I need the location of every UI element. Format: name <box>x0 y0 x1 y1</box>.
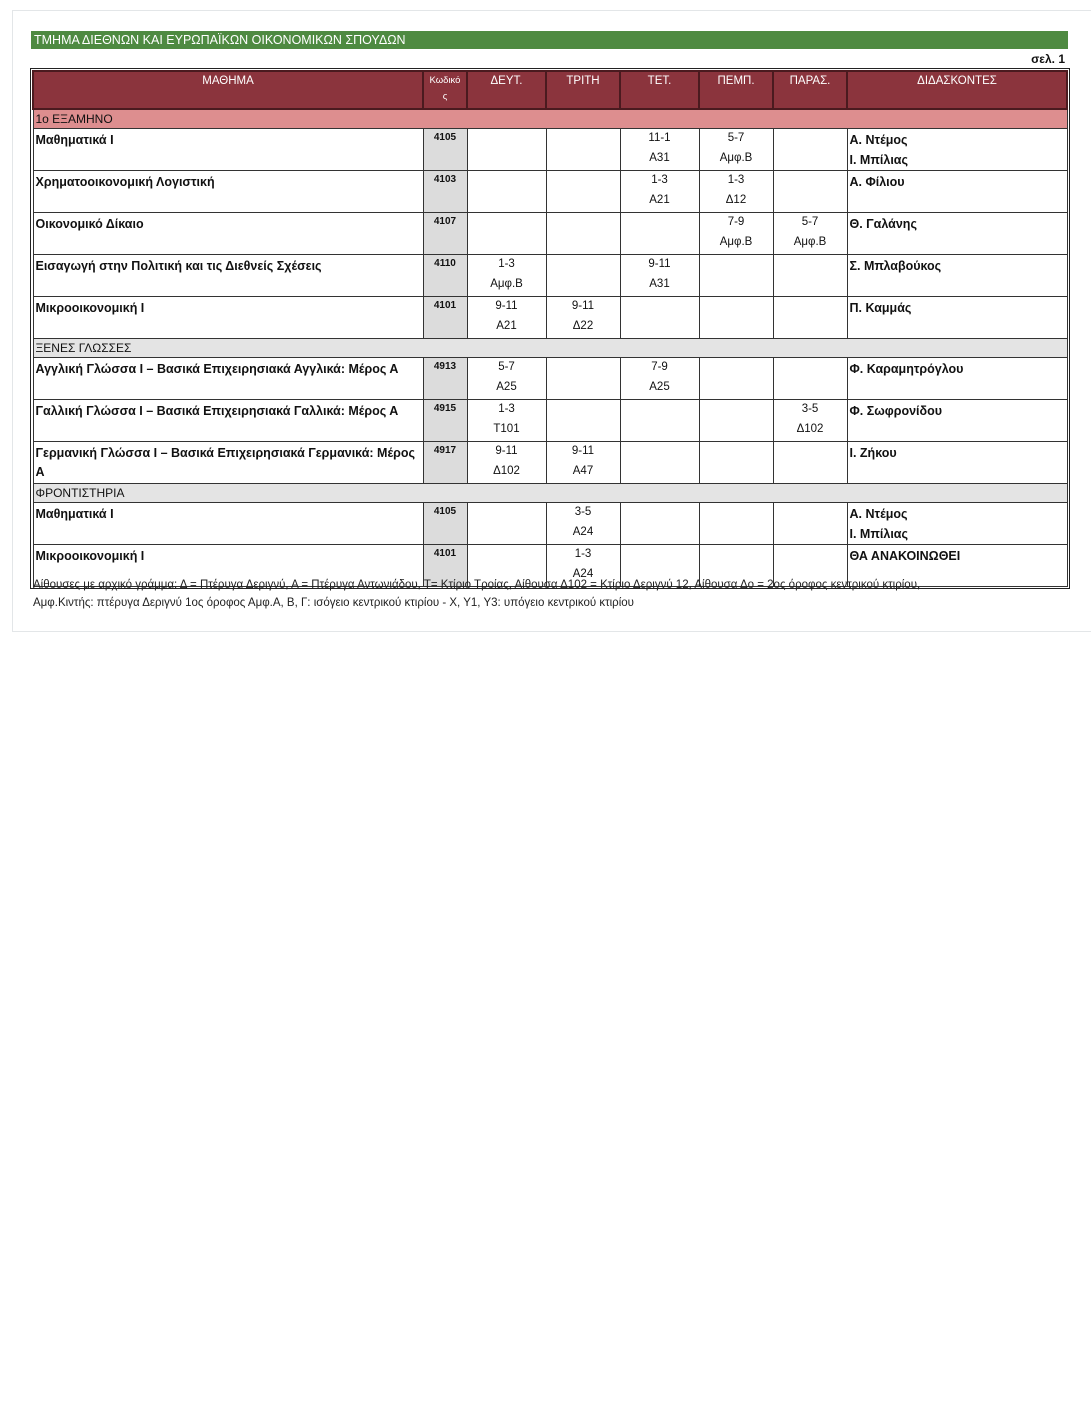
slot-thu <box>699 503 773 545</box>
teachers-cell <box>847 442 1067 484</box>
teacher-name: Ι. Ζήκου <box>849 446 897 460</box>
slot-wed <box>620 358 699 400</box>
slot-room <box>774 317 847 337</box>
slot-room: Τ101 <box>493 422 520 435</box>
slot-room <box>700 378 773 398</box>
slot-thu <box>699 171 773 213</box>
slot-time <box>621 213 699 233</box>
slot-time: 1-3 <box>498 403 515 415</box>
slot-tue <box>546 129 620 171</box>
slot-time: 7-9 <box>651 361 668 373</box>
section-header-row <box>33 484 1067 503</box>
slot-time: 3-5 <box>574 506 592 518</box>
teachers-cell <box>847 400 1067 442</box>
slot-time <box>700 545 773 565</box>
room-notes <box>33 576 1073 612</box>
slot-room: Α25 <box>649 380 670 393</box>
slot-time: 9-11 <box>495 445 518 457</box>
slot-room <box>547 149 620 169</box>
slot-time <box>468 213 546 233</box>
slot-time: 1-3 <box>498 258 515 270</box>
slot-time <box>621 545 699 565</box>
slot-time <box>547 400 620 420</box>
slot-time: 5-7 <box>801 216 819 228</box>
slot-room <box>700 462 773 482</box>
slot-time <box>468 503 546 523</box>
slot-mon <box>467 503 546 545</box>
teacher-name: Ι. Μπίλιας <box>849 526 908 541</box>
slot-tue <box>546 213 620 255</box>
teachers-cell <box>847 255 1067 297</box>
slot-room <box>547 275 620 295</box>
slot-time <box>700 400 773 420</box>
teacher-name: Α. Ντέμος <box>849 133 908 147</box>
course-code: 4103 <box>423 171 467 213</box>
slot-time <box>547 213 620 233</box>
course-code: 4913 <box>423 358 467 400</box>
header-friday: ΠΑΡΑΣ. <box>773 71 847 109</box>
section-title: ΦΡΟΝΤΙΣΤΗΡΙΑ <box>33 484 1067 503</box>
slot-fri <box>773 442 847 484</box>
slot-mon <box>467 358 546 400</box>
table-header-row <box>33 71 1067 109</box>
header-course: ΜΑΘΗΜΑ <box>33 71 423 109</box>
slot-thu <box>699 400 773 442</box>
slot-time: 1-3 <box>574 548 592 560</box>
slot-wed <box>620 213 699 255</box>
slot-time <box>774 171 847 191</box>
slot-room <box>547 378 620 398</box>
slot-time <box>774 255 847 275</box>
slot-wed <box>620 171 699 213</box>
course-name: Μικροοικονομική Ι <box>33 545 423 587</box>
slot-mon <box>467 171 546 213</box>
slot-time <box>621 400 699 420</box>
slot-time <box>774 129 847 149</box>
teachers-cell <box>847 297 1067 339</box>
slot-room: Α21 <box>649 193 670 206</box>
slot-room: Αμφ.Β <box>719 151 753 164</box>
slot-room <box>774 462 847 482</box>
slot-time: 3-5 <box>801 403 819 415</box>
slot-time <box>774 503 847 523</box>
teacher-name: Α. Φίλιου <box>849 175 905 189</box>
slot-time <box>547 129 620 149</box>
slot-room: Δ102 <box>493 464 520 477</box>
course-name: Εισαγωγή στην Πολιτική και τις Διεθνείς Σχέσεις <box>33 255 423 297</box>
section-header-row <box>33 109 1067 129</box>
table-row <box>33 297 1067 339</box>
slot-thu <box>699 297 773 339</box>
slot-room <box>700 420 773 440</box>
slot-wed <box>620 129 699 171</box>
teachers-cell <box>847 213 1067 255</box>
slot-time: 9-11 <box>648 258 671 270</box>
slot-time: 5-7 <box>727 132 745 144</box>
slot-fri <box>773 171 847 213</box>
header-monday: ΔΕΥΤ. <box>467 71 546 109</box>
slot-tue <box>546 503 620 545</box>
header-code-line2: ς <box>442 91 448 102</box>
header-wednesday: ΤΕΤ. <box>620 71 699 109</box>
slot-tue <box>546 400 620 442</box>
slot-mon <box>467 400 546 442</box>
slot-room <box>468 191 546 211</box>
slot-thu <box>699 358 773 400</box>
slot-wed <box>620 297 699 339</box>
schedule-table-frame <box>30 68 1070 589</box>
slot-room: Δ102 <box>796 422 824 435</box>
course-code: 4105 <box>423 129 467 171</box>
section-title: 1ο ΕΞΑΜΗΝΟ <box>33 109 1067 129</box>
header-thursday: ΠΕΜΠ. <box>699 71 773 109</box>
teacher-name: Σ. Μπλαβούκος <box>849 259 942 273</box>
slot-fri <box>773 503 847 545</box>
slot-room: Α21 <box>496 319 517 332</box>
slot-time <box>700 255 773 275</box>
slot-wed <box>620 255 699 297</box>
slot-time <box>621 503 699 523</box>
page-number: σελ. 1 <box>1031 52 1065 66</box>
slot-room <box>621 233 699 253</box>
slot-time: 9-11 <box>495 300 518 312</box>
course-name: Μικροοικονομική Ι <box>33 297 423 339</box>
slot-time: 11-1 <box>648 132 671 144</box>
header-tuesday: ΤΡΙΤΗ <box>546 71 620 109</box>
course-code: 4917 <box>423 442 467 484</box>
teachers-cell <box>847 171 1067 213</box>
slot-room: Δ12 <box>725 193 747 206</box>
slot-time <box>700 297 773 317</box>
slot-room: Α25 <box>496 380 517 393</box>
slot-room <box>774 149 847 169</box>
slot-time <box>468 171 546 191</box>
slot-wed <box>620 442 699 484</box>
course-name: Γαλλική Γλώσσα Ι – Βασικά Επιχειρησιακά Γαλλικά: Μέρος Α <box>33 400 423 442</box>
slot-room <box>621 420 699 440</box>
course-code: 4110 <box>423 255 467 297</box>
teachers-cell <box>847 129 1067 171</box>
slot-thu <box>699 129 773 171</box>
course-code: 4101 <box>423 297 467 339</box>
slot-tue <box>546 297 620 339</box>
slot-time <box>774 297 847 317</box>
slot-fri <box>773 255 847 297</box>
slot-room <box>700 275 773 295</box>
teachers-cell <box>847 358 1067 400</box>
slot-room: Α24 <box>572 567 594 580</box>
slot-tue <box>546 358 620 400</box>
note-line: Αίθουσες με αρχικό γράμμα: Δ = Πτέρυγα Δεριγνύ, Α = Πτέρυγα Αντωνιάδου, Τ= Κτίριο Τροίας, Αίθουσα Δ102 = Κτίριο Δεριγνύ 12, Αίθουσα Δο = 2ος όροφος κεντρικού κτιρίου, <box>33 579 921 591</box>
slot-wed <box>620 503 699 545</box>
slot-room: Δ22 <box>572 319 594 332</box>
header-teachers: ΔΙΔΑΣΚΟΝΤΕΣ <box>847 71 1067 109</box>
slot-time <box>774 545 847 565</box>
slot-mon <box>467 213 546 255</box>
course-code: 4915 <box>423 400 467 442</box>
slot-mon <box>467 297 546 339</box>
slot-room <box>700 523 773 543</box>
header-code <box>423 71 467 109</box>
slot-thu <box>699 442 773 484</box>
slot-time <box>700 503 773 523</box>
header-code-line1: Κωδικό <box>429 75 461 86</box>
slot-time <box>547 171 620 191</box>
slot-fri <box>773 129 847 171</box>
course-name: Μαθηματικά Ι <box>33 129 423 171</box>
slot-time <box>468 545 546 565</box>
slot-time <box>621 442 699 462</box>
slot-time: 9-11 <box>571 445 595 457</box>
table-row <box>33 442 1067 484</box>
slot-tue <box>546 442 620 484</box>
course-name: Χρηματοοικονομική Λογιστική <box>33 171 423 213</box>
slot-time: 9-11 <box>571 300 595 312</box>
department-title: ΤΜΗΜΑ ΔΙΕΘΝΩΝ ΚΑΙ ΕΥΡΩΠΑΪΚΩΝ ΟΙΚΟΝΟΜΙΚΩΝ ΣΠΟΥΔΩΝ <box>31 31 1068 49</box>
course-code: 4101 <box>423 545 467 587</box>
table-row <box>33 129 1067 171</box>
slot-time <box>774 358 847 378</box>
slot-time <box>547 358 620 378</box>
course-name: Γερμανική Γλώσσα Ι – Βασικά Επιχειρησιακά Γερμανικά: Μέρος Α <box>33 442 423 484</box>
slot-room <box>621 462 699 482</box>
slot-time: 7-9 <box>727 216 745 228</box>
slot-room <box>547 191 620 211</box>
slot-time <box>700 358 773 378</box>
slot-room <box>774 378 847 398</box>
section-header-row <box>33 339 1067 358</box>
course-name: Μαθηματικά Ι <box>33 503 423 545</box>
slot-time <box>468 129 546 149</box>
schedule-table <box>32 70 1068 587</box>
slot-time <box>774 442 847 462</box>
course-code: 4107 <box>423 213 467 255</box>
slot-time: 5-7 <box>498 361 515 373</box>
table-row <box>33 503 1067 545</box>
course-code: 4105 <box>423 503 467 545</box>
teachers-cell <box>847 503 1067 545</box>
slot-mon <box>467 255 546 297</box>
slot-room: Αμφ.Β <box>490 277 523 290</box>
slot-fri <box>773 400 847 442</box>
slot-tue <box>546 171 620 213</box>
teacher-name: Ι. Μπίλιας <box>849 152 908 167</box>
slot-wed <box>620 400 699 442</box>
slot-time: 1-3 <box>651 174 668 186</box>
teacher-name: Α. Ντέμος <box>849 507 908 521</box>
slot-mon <box>467 442 546 484</box>
slot-room: Αμφ.Β <box>719 235 753 248</box>
slot-room <box>774 275 847 295</box>
slot-room: Α31 <box>649 277 670 290</box>
slot-room <box>547 420 620 440</box>
slot-room: Α24 <box>572 525 594 538</box>
table-row <box>33 255 1067 297</box>
slot-fri <box>773 358 847 400</box>
slot-thu <box>699 255 773 297</box>
table-row <box>33 213 1067 255</box>
slot-time: 1-3 <box>727 174 745 186</box>
slot-room <box>621 523 699 543</box>
slot-room: Α47 <box>572 464 594 477</box>
slot-room: Α31 <box>649 151 670 164</box>
teacher-name: Π. Καμμάς <box>849 301 912 315</box>
table-body <box>33 109 1067 587</box>
slot-thu <box>699 213 773 255</box>
note-line: Αμφ.Κιντής: πτέρυγα Δεριγνύ 1ος όροφος Αμφ.Α, Β, Γ: ισόγειο κεντρικού κτιρίου - Χ, Υ1, Υ3: υπόγειο κεντρικού κτιρίου <box>33 597 634 609</box>
slot-time <box>700 442 773 462</box>
course-name: Αγγλική Γλώσσα Ι – Βασικά Επιχειρησιακά Αγγλικά: Μέρος Α <box>33 358 423 400</box>
slot-room <box>468 149 546 169</box>
slot-room <box>621 317 699 337</box>
teacher-name: Φ. Καραμητρόγλου <box>849 362 964 376</box>
teacher-name: Θ. Γαλάνης <box>849 217 917 231</box>
slot-room <box>774 191 847 211</box>
slot-room <box>547 233 620 253</box>
slot-room <box>774 523 847 543</box>
slot-tue <box>546 255 620 297</box>
slot-room <box>700 317 773 337</box>
course-name: Οικονομικό Δίκαιο <box>33 213 423 255</box>
slot-room <box>468 523 546 543</box>
slot-room <box>468 233 546 253</box>
slot-mon <box>467 129 546 171</box>
slot-fri <box>773 213 847 255</box>
slot-room: Αμφ.Β <box>793 235 827 248</box>
table-row <box>33 171 1067 213</box>
slot-time <box>621 297 699 317</box>
teacher-name: ΘΑ ΑΝΑΚΟΙΝΩΘΕΙ <box>849 549 961 563</box>
table-row <box>33 400 1067 442</box>
teacher-name: Φ. Σωφρονίδου <box>849 404 942 418</box>
table-row <box>33 358 1067 400</box>
section-title: ΞΕΝΕΣ ΓΛΩΣΣΕΣ <box>33 339 1067 358</box>
slot-fri <box>773 297 847 339</box>
slot-time <box>547 255 620 275</box>
